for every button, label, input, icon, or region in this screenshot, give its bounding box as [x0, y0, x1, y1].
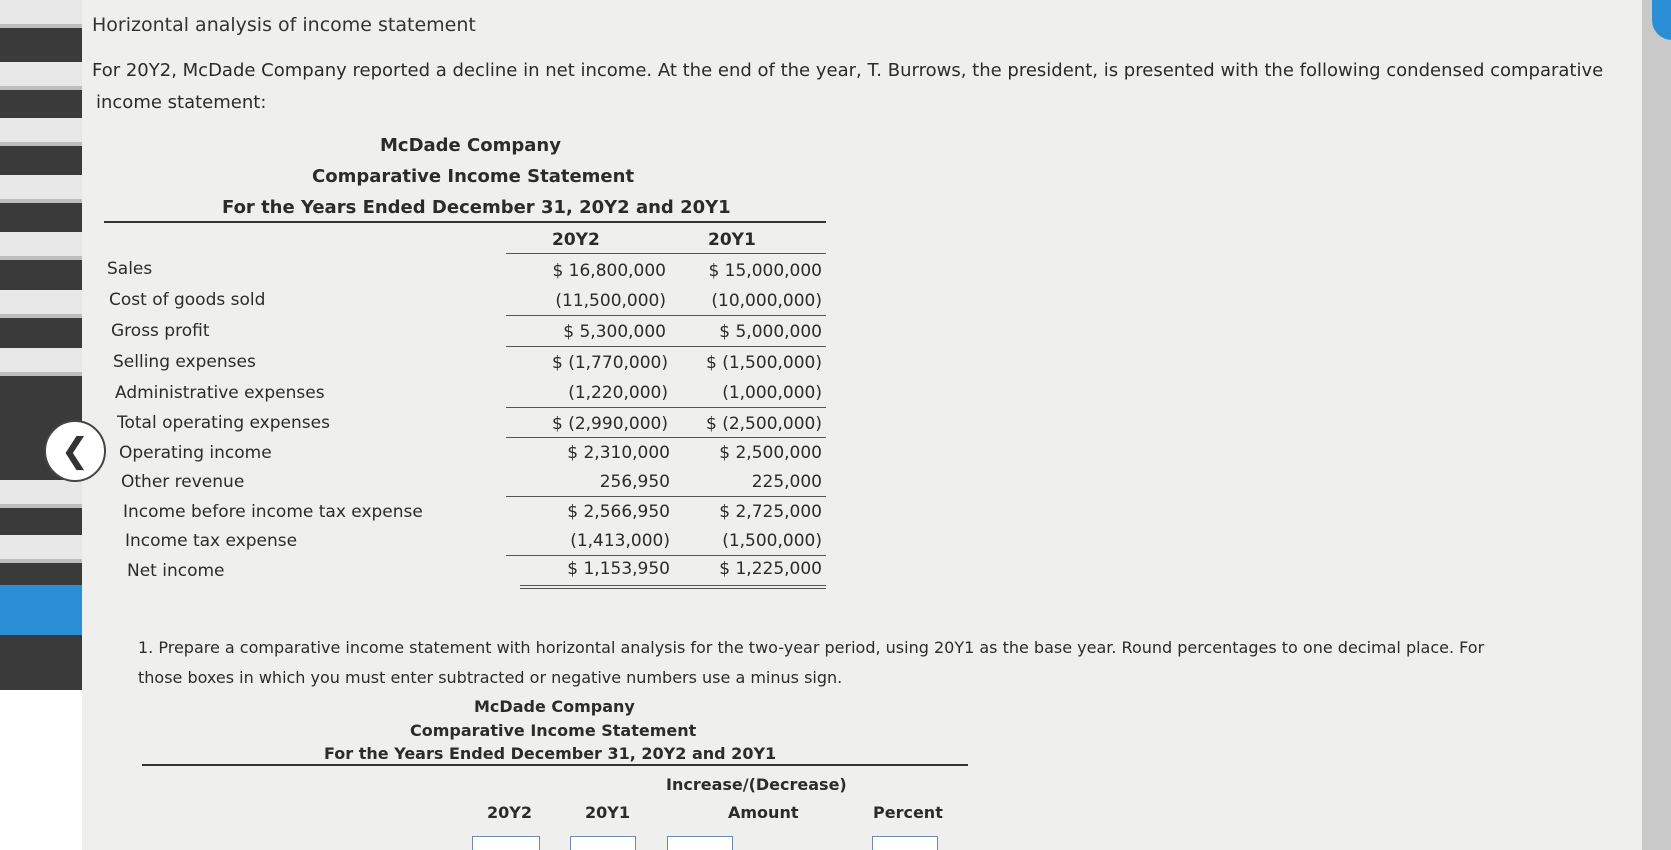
answer-col-percent: Percent	[873, 803, 943, 822]
strip-tab	[0, 535, 82, 563]
row-value-20y2: $ 16,800,000	[552, 261, 666, 281]
row-value-20y2: (1,220,000)	[568, 383, 668, 403]
answer-heading-rule	[142, 764, 968, 766]
subtotal-rule	[506, 407, 826, 408]
row-value-20y1: $ 2,500,000	[719, 443, 822, 463]
row-label: Income before income tax expense	[123, 502, 423, 522]
row-value-20y2: $ 2,566,950	[567, 502, 670, 522]
row-label: Total operating expenses	[117, 413, 330, 433]
row-value-20y1: $ (2,500,000)	[705, 414, 822, 434]
row-value-20y2: 256,950	[599, 472, 670, 492]
row-label: Operating income	[119, 443, 272, 463]
answer-input-20y2[interactable]	[472, 836, 540, 850]
answer-input-percent[interactable]	[872, 836, 938, 850]
row-value-20y1: (10,000,000)	[711, 291, 822, 311]
strip-tab	[0, 232, 82, 260]
page-title: Horizontal analysis of income statement	[92, 14, 476, 36]
answer-col-20y2: 20Y2	[487, 803, 532, 822]
row-value-20y1: (1,000,000)	[722, 383, 822, 403]
row-label: Income tax expense	[125, 531, 298, 551]
answer-input-20y1[interactable]	[570, 836, 636, 850]
back-button[interactable]	[44, 420, 106, 482]
row-value-20y2: $ (1,770,000)	[551, 353, 668, 373]
strip-tab	[0, 118, 82, 146]
question-text: 1. Prepare a comparative income statement with horizontal analysis for the two-year period, using 20Y1 as the base year. Round percentages to one decimal place. For	[138, 638, 1485, 657]
subtotal-rule	[506, 555, 826, 556]
answer-input-amount[interactable]	[667, 836, 733, 850]
row-label: Sales	[107, 259, 153, 279]
row-label: Net income	[127, 561, 225, 581]
statement-period: For the Years Ended December 31, 20Y2 and 20Y1	[222, 197, 731, 218]
row-value-20y1: $ 5,000,000	[719, 322, 822, 342]
col-header-rule	[506, 253, 826, 254]
row-value-20y1: $ 15,000,000	[708, 261, 822, 281]
strip-tab	[0, 62, 82, 90]
statement-company: McDade Company	[380, 135, 561, 156]
row-value-20y2: $ 2,310,000	[567, 443, 670, 463]
strip-tab	[0, 348, 82, 376]
row-label: Cost of goods sold	[109, 290, 266, 310]
row-value-20y1: $ 2,725,000	[719, 502, 822, 522]
heading-rule	[104, 221, 826, 223]
subtotal-rule	[506, 346, 826, 347]
row-value-20y2: (1,413,000)	[570, 531, 670, 551]
statement-name: Comparative Income Statement	[312, 166, 635, 187]
subtotal-rule	[506, 496, 826, 497]
row-label: Other revenue	[121, 472, 245, 492]
strip-tab	[0, 175, 82, 203]
chevron-left-icon: ❮	[60, 431, 90, 471]
row-label: Selling expenses	[113, 352, 256, 372]
col-group-increase-decrease: Increase/(Decrease)	[666, 775, 847, 794]
strip-active-tab	[0, 585, 82, 635]
strip-tab	[0, 0, 82, 28]
row-label: Gross profit	[111, 321, 210, 341]
row-value-20y2: $ 1,153,950	[567, 559, 670, 579]
answer-col-20y1: 20Y1	[585, 803, 630, 822]
question-text-cont: those boxes in which you must enter subtracted or negative numbers use a minus sign.	[138, 668, 843, 687]
row-value-20y2: $ 5,300,000	[563, 322, 666, 342]
row-value-20y1: $ (1,500,000)	[705, 353, 822, 373]
strip-panel	[0, 690, 82, 850]
row-value-20y2: (11,500,000)	[555, 291, 666, 311]
row-value-20y1: 225,000	[751, 472, 822, 492]
row-value-20y1: $ 1,225,000	[719, 559, 822, 579]
right-edge	[1642, 0, 1671, 850]
total-double-rule	[520, 585, 826, 586]
strip-tab	[0, 480, 82, 508]
subtotal-rule	[506, 437, 826, 438]
intro-text: For 20Y2, McDade Company reported a decline in net income. At the end of the year, T. Burrows, the president, is presented with the following condensed comparative	[92, 60, 1604, 81]
subtotal-rule	[506, 315, 826, 316]
answer-col-amount: Amount	[728, 803, 799, 822]
total-double-rule	[520, 588, 826, 589]
answer-company: McDade Company	[474, 697, 635, 716]
answer-period: For the Years Ended December 31, 20Y2 and 20Y1	[324, 744, 777, 763]
col-header-20y2: 20Y2	[552, 230, 600, 250]
strip-tab	[0, 290, 82, 318]
row-value-20y1: (1,500,000)	[722, 531, 822, 551]
intro-text-cont: income statement:	[96, 92, 267, 113]
row-label: Administrative expenses	[115, 383, 325, 403]
row-value-20y2: $ (2,990,000)	[551, 414, 668, 434]
col-header-20y1: 20Y1	[708, 230, 756, 250]
answer-statement-name: Comparative Income Statement	[410, 721, 697, 740]
